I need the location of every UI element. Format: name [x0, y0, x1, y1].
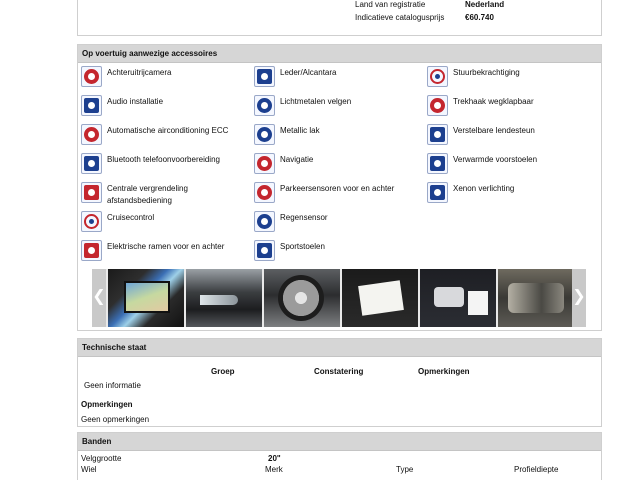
no-information-text: Geen informatie — [84, 381, 141, 390]
accessory-label: Metallic lak — [280, 126, 320, 135]
navigation-icon — [254, 153, 275, 174]
accessory-item — [251, 210, 421, 236]
accessory-item — [251, 152, 421, 178]
leather-icon — [254, 66, 275, 87]
photo-gallery — [92, 269, 586, 327]
accessory-item — [424, 94, 594, 120]
remarks-title: Opmerkingen — [81, 400, 133, 409]
remarks-value: Geen opmerkingen — [81, 415, 150, 424]
navigation-screen-photo[interactable] — [108, 269, 184, 327]
accessory-item — [78, 239, 248, 265]
sport-seat-icon — [254, 240, 275, 261]
accessory-item — [78, 181, 248, 207]
tyres-header: Banden — [78, 433, 601, 451]
tyres-panel — [77, 432, 602, 480]
accessory-label: Parkeersensoren voor en achter — [280, 184, 395, 193]
accessory-label: Audio installatie — [107, 97, 164, 106]
accessories-panel — [77, 44, 602, 331]
gallery-next-button[interactable]: ❯ — [572, 269, 586, 327]
column-wheel: Wiel — [81, 465, 97, 474]
technical-header: Technische staat — [78, 339, 601, 357]
rim-size-label: Velggrootte — [81, 454, 122, 463]
rim-size-value: 20" — [268, 454, 281, 463]
accessory-label: Sportstoelen — [280, 242, 325, 251]
accessories-header: Op voertuig aanwezige accessoires — [78, 45, 601, 63]
catalog-price-label: Indicatieve catalogusprijs — [355, 13, 445, 22]
car-keys-photo[interactable] — [420, 269, 496, 327]
rear-camera-icon — [81, 66, 102, 87]
accessory-label: Centrale vergrendeling afstandsbediening — [107, 184, 188, 205]
tow-hook-icon — [427, 95, 448, 116]
accessory-label: Navigatie — [280, 155, 314, 164]
accessory-label: Stuurbekrachtiging — [453, 68, 520, 77]
alloy-wheel-icon — [254, 95, 275, 116]
accessory-item — [251, 181, 421, 207]
bluetooth-icon — [81, 153, 102, 174]
accessory-item — [251, 239, 421, 265]
vehicle-info-panel — [77, 0, 602, 36]
accessory-item — [78, 123, 248, 149]
accessory-label: Lichtmetalen velgen — [280, 97, 352, 106]
catalog-price-value: €60.740 — [465, 13, 494, 22]
accessory-label: Bluetooth telefoonvoorbereiding — [107, 155, 220, 164]
alloy-wheel-photo[interactable] — [264, 269, 340, 327]
accessory-label: Regensensor — [280, 213, 328, 222]
accessory-label: Trekhaak wegklapbaar — [453, 97, 534, 106]
accessory-label: Xenon verlichting — [453, 184, 515, 193]
accessory-item — [78, 65, 248, 91]
rain-sensor-icon — [254, 211, 275, 232]
accessory-label: Leder/Alcantara — [280, 68, 337, 77]
metallic-paint-icon — [254, 124, 275, 145]
speaker-icon — [81, 95, 102, 116]
accessory-item — [78, 210, 248, 236]
registration-country-row — [355, 0, 504, 9]
column-remarks: Opmerkingen — [418, 367, 470, 376]
accessory-label: Achteruitrijcamera — [107, 68, 172, 77]
accessory-label: Cruisecontrol — [107, 213, 155, 222]
accessory-item — [251, 123, 421, 149]
thermometer-icon — [81, 124, 102, 145]
headlight-photo[interactable] — [186, 269, 262, 327]
documents-photo[interactable] — [342, 269, 418, 327]
column-group: Groep — [211, 367, 235, 376]
accessory-label: Verwarmde voorstoelen — [453, 155, 538, 164]
registration-country-label: Land van registratie — [355, 0, 426, 9]
accessory-label: Elektrische ramen voor en achter — [107, 242, 225, 251]
xenon-icon — [427, 182, 448, 203]
catalog-price-row — [355, 13, 494, 22]
accessory-item — [251, 94, 421, 120]
accessory-item — [424, 65, 594, 91]
accessory-item — [78, 152, 248, 178]
column-finding: Constatering — [314, 367, 364, 376]
engine-bay-photo[interactable] — [498, 269, 574, 327]
column-brand: Merk — [265, 465, 283, 474]
gallery-prev-button[interactable]: ❮ — [92, 269, 106, 327]
registration-country-value: Nederland — [465, 0, 505, 9]
cruise-control-icon — [81, 211, 102, 232]
lock-icon — [81, 182, 102, 203]
accessory-item — [251, 65, 421, 91]
lumbar-support-icon — [427, 124, 448, 145]
accessory-label: Verstelbare lendesteun — [453, 126, 535, 135]
parking-sensor-icon — [254, 182, 275, 203]
technical-condition-panel — [77, 338, 602, 427]
power-window-icon — [81, 240, 102, 261]
power-steering-icon — [427, 66, 448, 87]
column-type: Type — [396, 465, 414, 474]
accessory-item — [424, 181, 594, 207]
heated-seat-icon — [427, 153, 448, 174]
accessory-item — [78, 94, 248, 120]
column-tread-depth: Profieldiepte — [514, 465, 559, 474]
accessory-label: Automatische airconditioning ECC — [107, 126, 229, 135]
accessory-item — [424, 123, 594, 149]
accessory-item — [424, 152, 594, 178]
